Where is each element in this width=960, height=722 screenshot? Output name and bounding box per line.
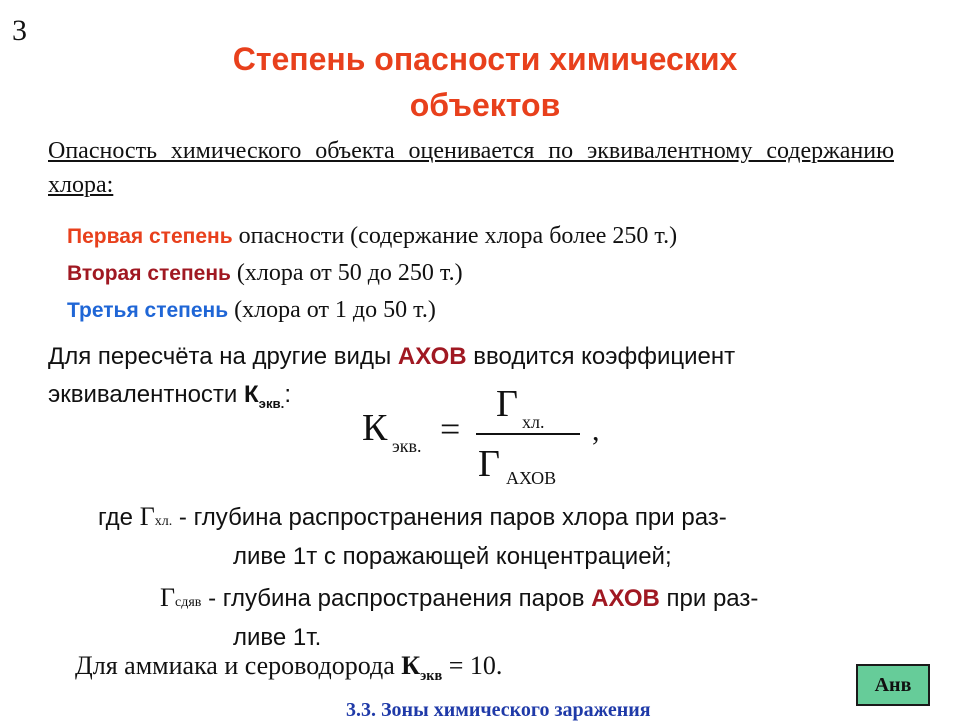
recalc-k: К	[244, 381, 259, 408]
where-line-3	[160, 583, 758, 613]
ammonia-k-sub: экв	[420, 668, 443, 685]
where-pre: где	[98, 504, 140, 531]
where-line-1	[98, 502, 727, 532]
degree-third-text: (хлора от 1 до 50 т.)	[228, 297, 436, 323]
degree-third	[67, 294, 436, 327]
formula-equals: =	[440, 409, 461, 449]
title-line-2: объектов	[409, 87, 561, 123]
where-g-chlorine: Г	[139, 502, 155, 531]
ammonia-text: Для аммиака и сероводорода	[75, 651, 402, 680]
where-g-chlorine-sub: хл.	[154, 514, 173, 529]
footer-link-next-section[interactable]: 3.3. Зоны химического заражения	[346, 699, 651, 721]
recalc-text-2: вводится коэффициент	[466, 343, 736, 370]
slide-number: 3	[12, 14, 27, 47]
intro-text: Опасность химического объекта оценивается по эквивалентному содержанию хлора:	[48, 138, 894, 198]
where-text-3: - глубина распространения паров	[201, 585, 592, 612]
title-line-1: Степень опасности химических	[232, 41, 738, 77]
formula-numerator: Г	[496, 383, 518, 425]
recalc-text-3: эквивалентности	[48, 381, 244, 408]
formula-denominator: Г	[478, 443, 500, 485]
formula-comma: ,	[592, 414, 600, 447]
where-g-sdyav: Г	[160, 583, 176, 612]
where-g-sdyav-sub: сдяв	[175, 595, 202, 610]
formula-numerator-sub: хл.	[522, 412, 545, 432]
formula-denominator-sub: АХОВ	[506, 468, 557, 488]
where-text-3-end: при раз-	[659, 585, 759, 612]
recalc-colon: :	[284, 381, 291, 408]
recalc-k-sub: экв.	[258, 395, 285, 411]
where-line-4: ливе 1т.	[233, 624, 322, 651]
ammonia-k: К	[401, 651, 421, 680]
degree-third-heading: Третья степень	[67, 299, 229, 322]
where-ahov: АХОВ	[591, 585, 660, 612]
nav-button-anv[interactable]: Анв	[856, 664, 930, 706]
ammonia-note	[75, 651, 502, 685]
fraction-bar	[476, 433, 580, 435]
degree-first-heading: Первая степень	[67, 225, 233, 248]
formula-k-sub: экв.	[392, 436, 422, 456]
ammonia-value: = 10.	[442, 651, 503, 680]
degree-second	[67, 257, 463, 290]
degree-second-text: (хлора от 50 до 250 т.)	[230, 260, 463, 286]
slide-title	[100, 36, 870, 128]
where-line-2: ливе 1т с поражающей концентрацией;	[233, 543, 672, 570]
degree-second-heading: Вторая степень	[67, 262, 231, 285]
degree-first	[67, 220, 677, 253]
formula-k: К	[362, 407, 388, 449]
recalc-ahov: АХОВ	[397, 343, 467, 370]
recalc-text-1: Для пересчёта на другие виды	[48, 343, 398, 370]
where-text-1: - глубина распространения паров хлора при раз-	[172, 504, 727, 531]
degree-first-text: опасности (содержание хлора более 250 т.)	[232, 223, 678, 249]
equivalence-formula	[360, 384, 630, 494]
